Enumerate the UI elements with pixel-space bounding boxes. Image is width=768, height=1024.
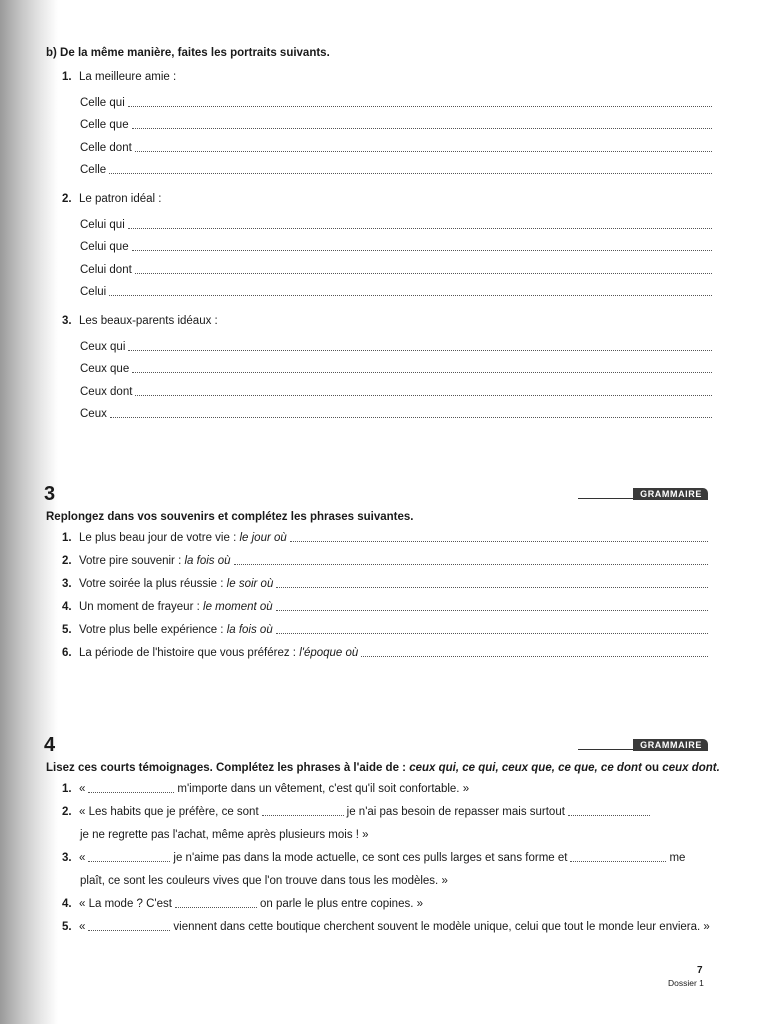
item-text: « Les habits que je préfère, ce sont [79,806,259,818]
footer-label: Dossier 1 [668,978,704,988]
item-text: Votre soirée la plus réussie : [79,578,224,590]
item-number: 1. [62,71,72,83]
section-4-instruction [46,760,720,776]
s3-item-6[interactable] [62,645,708,661]
s3-item-5[interactable] [62,622,708,638]
item-italic: le moment où [203,601,273,613]
answer-line[interactable] [62,400,712,423]
instruction-options: ceux qui, ce qui, ceux que, ce que, ce dont [409,762,642,774]
answer-line[interactable] [62,332,712,355]
section-4-header-rule [578,739,708,751]
group-label: Les beaux-parents idéaux : [79,315,218,327]
answer-line[interactable] [62,88,712,111]
item-number: 3. [62,578,72,590]
item-number: 2. [62,193,72,205]
s3-item-2[interactable] [62,553,708,569]
line-lead: Celle [80,164,107,177]
instruction-or: ou [645,762,660,774]
item-text: je n'aime pas dans la mode actuelle, ce sont ces pulls larges et sans forme et [173,852,568,864]
item-text: Votre pire souvenir : [79,555,182,567]
section-3-number: 3 [44,483,56,505]
item-text: viennent dans cette boutique cherchent souvent le modèle unique, celui que tout le monde leur enviera. » [173,921,710,933]
s4-item-4 [62,896,423,912]
dotted-blank[interactable] [568,815,650,816]
dotted-blank[interactable] [128,106,712,107]
s4-item-2-continuation: je ne regrette pas l'achat, même après plusieurs mois ! » [80,829,369,841]
dotted-blank[interactable] [135,151,712,152]
dotted-blank[interactable] [88,792,174,793]
item-text: je n'ai pas besoin de repasser mais surtout [346,806,565,818]
grammaire-badge: GRAMMAIRE [633,488,708,500]
dotted-blank[interactable] [132,128,712,129]
line-lead: Celle dont [80,141,132,154]
dotted-blank[interactable] [109,173,712,174]
dotted-blank[interactable] [128,228,712,229]
item-text: me [669,852,686,864]
dotted-blank[interactable] [135,395,712,396]
line-lead: Celle que [80,119,129,132]
s4-item-2 [62,804,653,820]
item-italic: le soir où [226,578,274,590]
item-number: 6. [62,647,72,659]
dotted-blank[interactable] [175,907,257,908]
line-lead: Celui que [80,241,129,254]
dotted-blank[interactable] [128,350,712,351]
dotted-blank[interactable] [276,587,708,588]
s3-item-4[interactable] [62,599,708,615]
dotted-blank[interactable] [132,372,712,373]
s4-item-5 [62,919,710,935]
portrait-group-1 [62,66,712,178]
item-italic: le jour où [239,532,287,544]
instruction-text: Lisez ces courts témoignages. Complétez les phrases à l'aide de : [46,762,406,774]
dotted-blank[interactable] [132,250,712,251]
section-3-instruction: Replongez dans vos souvenirs et complétez les phrases suivantes. [46,511,414,523]
item-number: 5. [62,624,72,636]
header-rule [578,749,633,750]
item-number: 5. [62,921,72,933]
answer-line[interactable] [62,377,712,400]
portrait-group-2 [62,188,712,300]
item-italic: l'époque où [299,647,359,659]
grammaire-badge: GRAMMAIRE [633,739,708,751]
part-b-title: b) De la même manière, faites les portraits suivants. [46,47,330,59]
item-number: 1. [62,783,72,795]
item-text: Un moment de frayeur : [79,601,200,613]
quote-open: « [79,852,86,864]
s4-item-3 [62,850,685,866]
dotted-blank[interactable] [361,656,708,657]
dotted-blank[interactable] [109,295,712,296]
line-lead: Ceux dont [80,385,133,398]
page-number: 7 [697,965,703,976]
item-number: 4. [62,601,72,613]
dotted-blank[interactable] [570,861,666,862]
section-4-number: 4 [44,734,56,756]
line-lead: Celui [80,286,107,299]
quote-open: « [79,921,86,933]
item-text: on parle le plus entre copines. » [259,898,424,910]
group-title [62,66,712,88]
header-rule [578,498,633,499]
item-text: La période de l'histoire que vous préférez : [79,647,296,659]
line-lead: Ceux [80,408,107,421]
dotted-blank[interactable] [262,815,344,816]
answer-line[interactable] [62,278,712,301]
s4-item-1 [62,781,469,797]
answer-line[interactable] [62,255,712,278]
section-3-header-rule [578,488,708,500]
item-italic: la fois où [184,555,231,567]
dotted-blank[interactable] [135,273,712,274]
line-lead: Celui qui [80,218,125,231]
item-number: 4. [62,898,72,910]
portrait-group-3 [62,310,712,422]
item-text: « La mode ? C'est [79,898,172,910]
group-label: Le patron idéal : [79,193,162,205]
line-lead: Celle qui [80,96,125,109]
dotted-blank[interactable] [88,930,170,931]
line-lead: Ceux qui [80,340,126,353]
group-label: La meilleure amie : [79,71,177,83]
item-number: 3. [62,315,72,327]
dotted-blank[interactable] [276,633,708,634]
item-number: 1. [62,532,72,544]
answer-line[interactable] [62,156,712,179]
item-text: m'importe dans un vêtement, c'est qu'il soit confortable. » [177,783,470,795]
s3-item-1[interactable] [62,530,708,546]
line-lead: Celui dont [80,263,132,276]
item-number: 3. [62,852,72,864]
item-number: 2. [62,806,72,818]
answer-line[interactable] [62,111,712,134]
dotted-blank[interactable] [234,564,708,565]
answer-line[interactable] [62,133,712,156]
dotted-blank[interactable] [110,417,712,418]
item-text: Le plus beau jour de votre vie : [79,532,237,544]
item-number: 2. [62,555,72,567]
item-text: Votre plus belle expérience : [79,624,224,636]
group-title [62,188,712,210]
quote-open: « [79,783,86,795]
group-title [62,310,712,332]
answer-line[interactable] [62,355,712,378]
answer-line[interactable] [62,210,712,233]
dotted-blank[interactable] [276,610,708,611]
line-lead: Ceux que [80,363,130,376]
instruction-last: ceux dont. [662,762,720,774]
dotted-blank[interactable] [88,861,170,862]
s3-item-3[interactable] [62,576,708,592]
s4-item-3-continuation: plaît, ce sont les couleurs vives que l'on trouve dans tous les modèles. » [80,875,448,887]
answer-line[interactable] [62,233,712,256]
item-italic: la fois où [226,624,273,636]
dotted-blank[interactable] [290,541,708,542]
